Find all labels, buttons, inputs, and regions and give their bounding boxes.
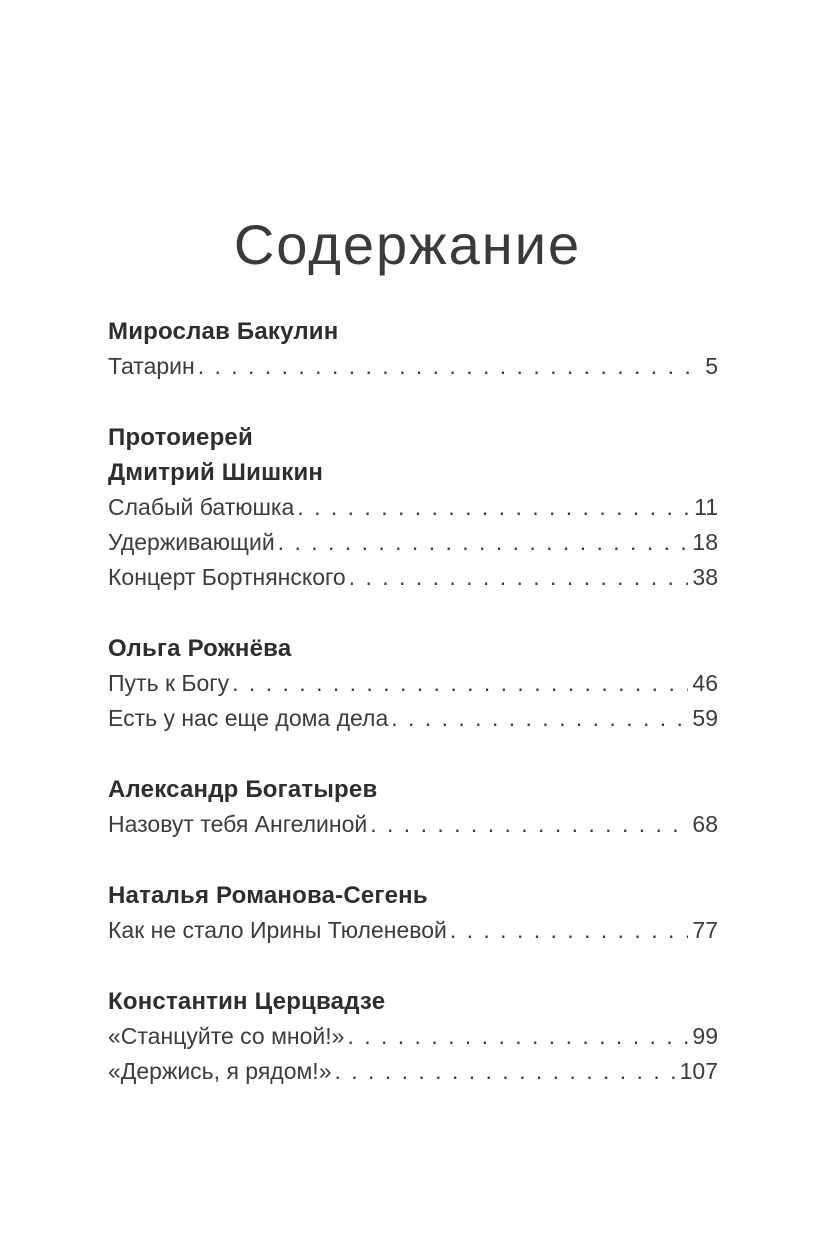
entry-page-number: 38 [692, 564, 718, 590]
dot-leader [370, 807, 688, 842]
entry-title: «Держись, я рядом!» [108, 1058, 332, 1084]
author-name: Мирослав Бакулин [108, 318, 339, 345]
entry-page-number: 11 [694, 494, 718, 520]
dot-leader [198, 349, 701, 384]
dot-leader [232, 666, 688, 701]
entry-page-number: 59 [692, 705, 718, 731]
author-name: Дмитрий Шишкин [108, 459, 324, 486]
toc-entry-row [108, 349, 718, 384]
toc-entry-row [108, 913, 718, 948]
toc-entry-row [108, 560, 718, 595]
toc-entry-row [108, 666, 718, 701]
entry-page-number: 77 [692, 917, 718, 943]
toc-entry-row [108, 701, 718, 736]
author-name: Ольга Рожнёва [108, 635, 292, 662]
entry-page-number: 5 [705, 353, 718, 379]
dot-leader [278, 525, 689, 560]
author-name: Наталья Романова-Сегень [108, 882, 428, 909]
toc-section [108, 314, 718, 384]
author-name: Протоиерей [108, 424, 253, 451]
entry-title: Назовут тебя Ангелиной [108, 811, 368, 837]
toc-entry-row [108, 1054, 718, 1089]
toc-list [108, 314, 718, 1089]
entry-title: Татарин [108, 353, 195, 379]
entry-page-number: 68 [692, 811, 718, 837]
toc-entry-row [108, 807, 718, 842]
toc-section [108, 631, 718, 736]
entry-title: Концерт Бортнянского [108, 564, 346, 590]
dot-leader [450, 913, 689, 948]
dot-leader [297, 490, 690, 525]
entry-page-number: 107 [679, 1058, 718, 1084]
toc-section [108, 772, 718, 842]
toc-section [108, 878, 718, 948]
entry-title: Есть у нас еще дома дела [108, 705, 389, 731]
entry-title: «Станцуйте со мной!» [108, 1023, 345, 1049]
entry-title: Удерживающий [108, 529, 275, 555]
toc-section [108, 984, 718, 1089]
dot-leader [335, 1054, 676, 1089]
entry-page-number: 46 [692, 670, 718, 696]
author-name: Константин Церцвадзе [108, 988, 386, 1015]
author-name: Александр Богатырев [108, 776, 378, 803]
page-title: Содержание [233, 213, 582, 276]
entry-title: Как не стало Ирины Тюленевой [108, 917, 447, 943]
toc-entry-row [108, 1019, 718, 1054]
dot-leader [347, 1019, 688, 1054]
entry-page-number: 99 [692, 1023, 718, 1049]
dot-leader [391, 701, 688, 736]
entry-page-number: 18 [692, 529, 718, 555]
entry-title: Путь к Богу [108, 670, 230, 696]
toc-section [108, 420, 718, 595]
toc-entry-row [108, 525, 718, 560]
dot-leader [349, 560, 689, 595]
entry-title: Слабый батюшка [108, 494, 295, 520]
toc-entry-row [108, 490, 718, 525]
